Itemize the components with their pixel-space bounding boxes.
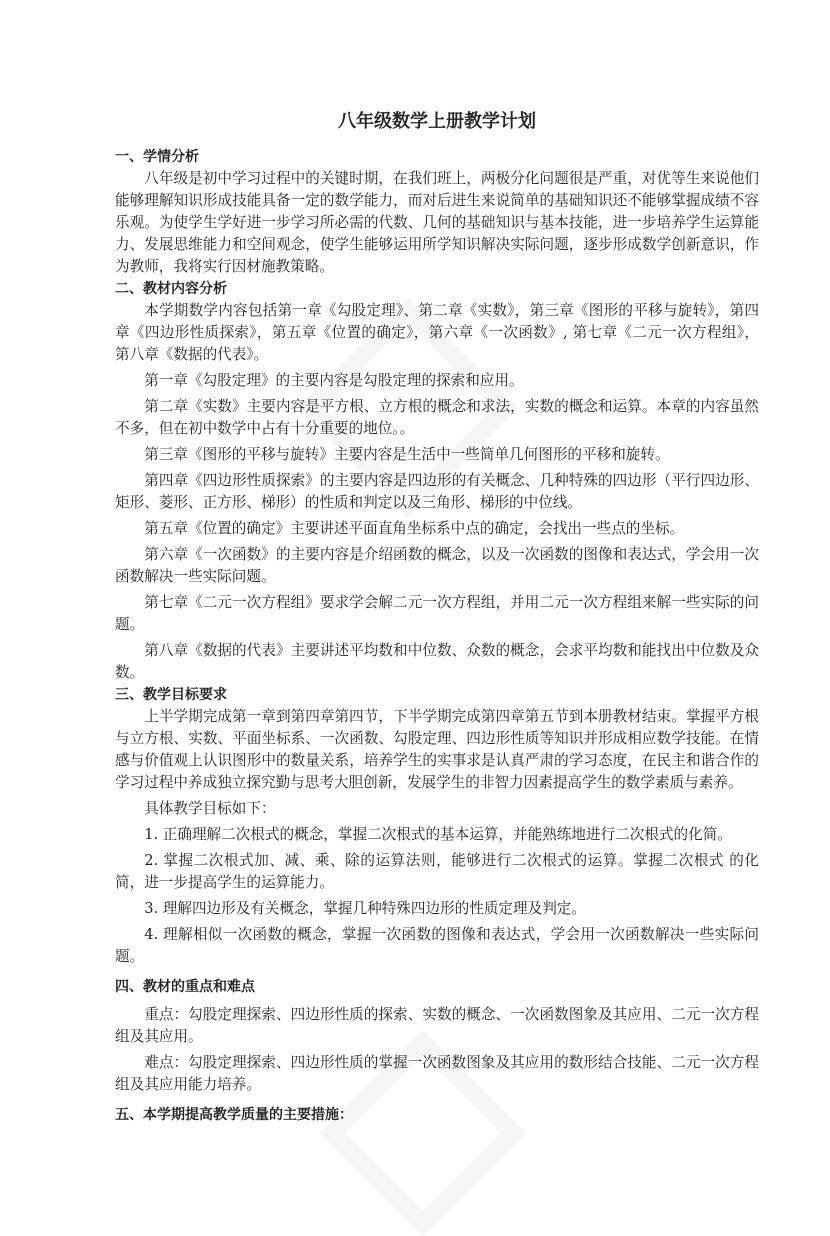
list-item: 3. 理解四边形及有关概念，掌握几种特殊四边形的性质定理及判定。: [144, 900, 586, 917]
section-heading: 四、教材的重点和难点: [115, 979, 255, 995]
paragraph: 难点：勾股定理探索、四边形性质的掌握一次函数图象及其应用的数形结合技能、二元一次方程组及其应用能力培养。: [115, 1054, 759, 1093]
paragraph: 第五章《位置的确定》主要讲述平面直角坐标系中点的确定，会找出一些点的坐标。: [144, 520, 685, 537]
paragraph: 第三章《图形的平移与旋转》主要内容是生活中一些简单几何图形的平移和旋转。: [144, 446, 670, 463]
paragraph: 本学期数学内容包括第一章《勾股定理》、第二章《实数》，第三章《图形的平移与旋转》，第四章《四边形性质探索》，第五章《位置的确定》，第六章《一次函数》, 第七章《二元一次方程组》，第八章《数据的代表》。: [115, 302, 759, 363]
paragraph: 第八章《数据的代表》主要讲述平均数和中位数、众数的概念，会求平均数和能找出中位数及众数。: [115, 642, 759, 681]
list-item: 2. 掌握二次根式加、减、乘、除的运算法则，能够进行二次根式的运算。掌握二次根式 的化简，进一步提高学生的运算能力。: [115, 852, 759, 891]
section-heading: 一、学情分析: [115, 149, 199, 165]
section-heading: 五、本学期提高教学质量的主要措施：: [115, 1107, 353, 1123]
list-item: 1. 正确理解二次根式的概念，掌握二次根式的基本运算，并能熟练地进行二次根式的化简。: [144, 826, 732, 843]
paragraph: 具体教学目标如下：: [144, 800, 276, 817]
paragraph: 第六章《一次函数》的主要内容是介绍函数的概念，以及一次函数的图像和表达式，学会用一次函数解决一些实际问题。: [115, 546, 759, 585]
list-item: 4. 理解相似一次函数的概念，掌握一次函数的图像和表达式，学会用一次函数解决一些实际问题。: [115, 926, 759, 965]
document-title: 八年级数学上册教学计划: [338, 111, 536, 132]
paragraph: 重点：勾股定理探索、四边形性质的探索、实数的概念、一次函数图象及其应用、二元一次方程组及其应用。: [115, 1006, 759, 1045]
paragraph: 第四章《四边形性质探索》的主要内容是四边形的有关概念、几种特殊的四边形（平行四边形、矩形、菱形、正方形、梯形）的性质和判定以及三角形、梯形的中位线。: [115, 472, 759, 511]
section-heading: 二、教材内容分析: [115, 281, 227, 297]
document-page: [115, 108, 759, 1132]
paragraph: 第二章《实数》主要内容是平方根、立方根的概念和求法，实数的概念和运算。本章的内容虽然不多，但在初中数学中占有十分重要的地位。。: [115, 398, 759, 437]
section-heading: 三、教学目标要求: [115, 687, 227, 703]
paragraph: 第一章《勾股定理》的主要内容是勾股定理的探索和应用。: [144, 372, 524, 389]
paragraph: 上半学期完成第一章到第四章第四节，下半学期完成第四章第五节到本册教材结束。掌握平方根与立方根、实数、平面坐标系、一次函数、勾股定理、四边形性质等知识并形成相应数学技能。在情感与价值观上认识图形中的数量关系，培养学生的实事求是认真严肃的学习态度，在民主和谐合作的学习过程中养成独立探究勤与思考大胆创新，发展学生的非智力因素提高学生的数学素质与素养。: [115, 708, 759, 791]
paragraph: 八年级是初中学习过程中的关键时期，在我们班上，两极分化问题很是严重，对优等生来说他们能够理解知识形成技能具备一定的数学能力，而对后进生来说简单的基础知识还不能够掌握成绩不容乐观。为使学生学好进一步学习所必需的代数、几何的基础知识与基本技能，进一步培养学生运算能力、发展思维能力和空间观念，使学生能够运用所学知识解决实际问题，逐步形成数学创新意识，作为教师，我将实行因材施教策略。: [115, 170, 759, 275]
paragraph: 第七章《二元一次方程组》要求学会解二元一次方程组，并用二元一次方程组来解一些实际的问题。: [115, 594, 759, 633]
